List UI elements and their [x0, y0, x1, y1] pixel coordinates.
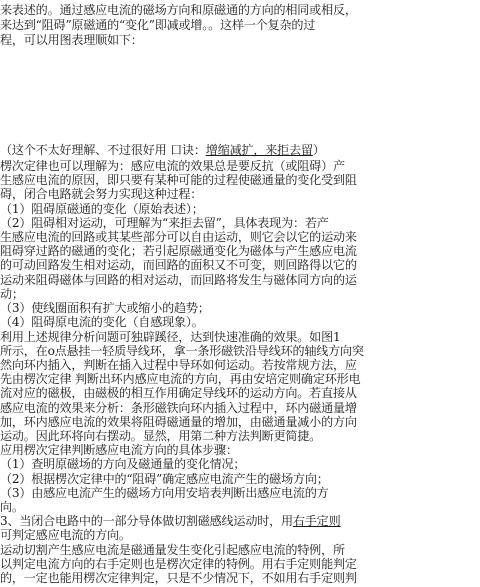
- text-span: 感应电流的效果来分析：条形磁铁向环内插入过程中，环内磁通量增: [0, 400, 357, 415]
- text-line: [0, 500, 476, 514]
- text-line: [0, 571, 476, 585]
- text-line: [0, 514, 476, 528]
- text-line: [0, 344, 476, 358]
- text-span: 3、当闭合电路中的一部分导体做切割磁感线运动时，用: [0, 514, 293, 529]
- text-span: 程，可以用图表理顺如下：: [0, 33, 143, 47]
- text-line: [0, 372, 476, 386]
- text-span: 阻碍穿过路的磁通的变化；若引起原磁通变化为磁体与产生感应电流: [0, 244, 357, 259]
- mnemonic-line: [0, 143, 476, 157]
- text-line: [0, 429, 476, 443]
- text-span: 应用楞次定律判断感应电流方向的具体步骤：: [0, 443, 238, 458]
- text-line: [0, 33, 476, 47]
- text-line: [0, 415, 476, 429]
- right-hand-rule-text: 右手定则: [292, 514, 341, 529]
- mnemonic-text: 增缩减扩，来拒去留: [205, 143, 313, 157]
- text-line: [0, 244, 476, 258]
- text-line: [0, 301, 476, 315]
- text-line: [0, 287, 476, 301]
- text-line: [0, 315, 476, 329]
- text-span: 的，一定也能用楞次定律判定，只是不少情况下，不如用右手定则判: [0, 571, 357, 585]
- text-span: （这个不太好理解、不过很好用 口诀：: [0, 143, 206, 157]
- text-span: 以判定电流方向的右手定则也是楞次定律的特例。用右手定则能判定: [0, 556, 357, 571]
- text-line: [0, 3, 476, 17]
- text-line: [0, 18, 476, 32]
- text-span: （3）使线圈面积有扩大或缩小的趋势；: [0, 301, 210, 316]
- text-line: [0, 330, 476, 344]
- text-span: 可判定感应电流的方向。: [0, 528, 131, 543]
- text-span: 先由楞次定律 判断出环内感应电流的方向，再由安培定则确定环形电: [0, 372, 361, 387]
- text-line: [0, 230, 476, 244]
- text-line: [0, 258, 476, 272]
- text-line: [0, 401, 476, 415]
- text-line: [0, 557, 476, 571]
- text-span: 楞次定律也可以理解为：感应电流的效果总是要反抗（或阻碍）产: [0, 159, 345, 173]
- text-line: [0, 528, 476, 542]
- text-line: [0, 187, 476, 201]
- text-span: 的可动回路发生相对运动，而回路的面积又不可变，则回路得以它的: [0, 258, 357, 273]
- text-span: 动；: [0, 286, 24, 301]
- text-span: 运动。因此环将向右摆动。显然，用第二种方法判断更简捷。: [0, 428, 322, 443]
- text-span: （2）根据楞次定律中的“阻碍”确定感应电流产生的磁场方向；: [0, 471, 329, 486]
- text-line: [0, 486, 476, 500]
- text-span: （4）阻碍原电流的变化（自感现象）。: [0, 315, 204, 330]
- text-line: [0, 358, 476, 372]
- text-line: [0, 443, 476, 457]
- text-span: （2）阻碍相对运动，可理解为“来拒去留”，具体表现为：若产: [0, 215, 329, 230]
- text-line: [0, 202, 476, 216]
- text-span: 碍，闭合电路就会努力实现这种过程：: [0, 187, 203, 202]
- text-span: 然向环内插入，判断在插入过程中导环如何运动。若按常规方法，应: [0, 357, 357, 372]
- text-span: 运动来阻碍磁体与回路的相对运动，而回路将发生与磁体同方向的运: [0, 272, 357, 287]
- text-line: [0, 159, 476, 173]
- text-span: （3）由感应电流产生的磁场方向用安培表判断出感应电流的方: [0, 485, 329, 500]
- text-span: 来达到“阻碍”原磁通的“变化”即减或增。。这样一个复杂的过: [0, 18, 316, 32]
- text-span: 生感应电流的原因，即只要有某种可能的过程使磁通量的变化受到阻: [0, 173, 357, 188]
- text-span: 来表述的。通过感应电流的磁场方向和原磁通的方向的相同或相反，: [0, 3, 357, 17]
- text-span: 流对应的磁极，由磁极的相互作用确定导线环的运动方向。若直接从: [0, 386, 357, 401]
- text-span: （1）阻碍原磁通的变化（原始表述）；: [0, 201, 204, 216]
- text-line: [0, 216, 476, 230]
- text-span: 运动切割产生感应电流是磁通量发生变化引起感应电流的特例，所: [0, 542, 345, 557]
- text-line: [0, 173, 476, 187]
- text-span: 向。: [0, 500, 24, 514]
- text-line: [0, 543, 476, 557]
- diagram-placeholder: [0, 50, 480, 140]
- text-line: [0, 457, 476, 471]
- text-line: [0, 472, 476, 486]
- text-span: 加，环内感应电流的效果将阻碍磁通量的增加，由磁通量减小的方向: [0, 414, 357, 429]
- text-span: 利用上述规律分析问题可独辟蹊径，达到快速准确的效果。如图1: [0, 329, 341, 344]
- text-span: 生感应电流的回路或其某些部分可以自由运动，则它会以它的运动来: [0, 230, 357, 244]
- text-line: [0, 273, 476, 287]
- text-span: 所示，在o点悬挂一轻质导线环，拿一条形磁铁沿导线环的轴线方向突: [0, 343, 364, 358]
- text-span: （1）查明原磁场的方向及磁通量的变化情况；: [0, 457, 246, 472]
- text-span: ）: [312, 143, 325, 157]
- text-line: [0, 386, 476, 400]
